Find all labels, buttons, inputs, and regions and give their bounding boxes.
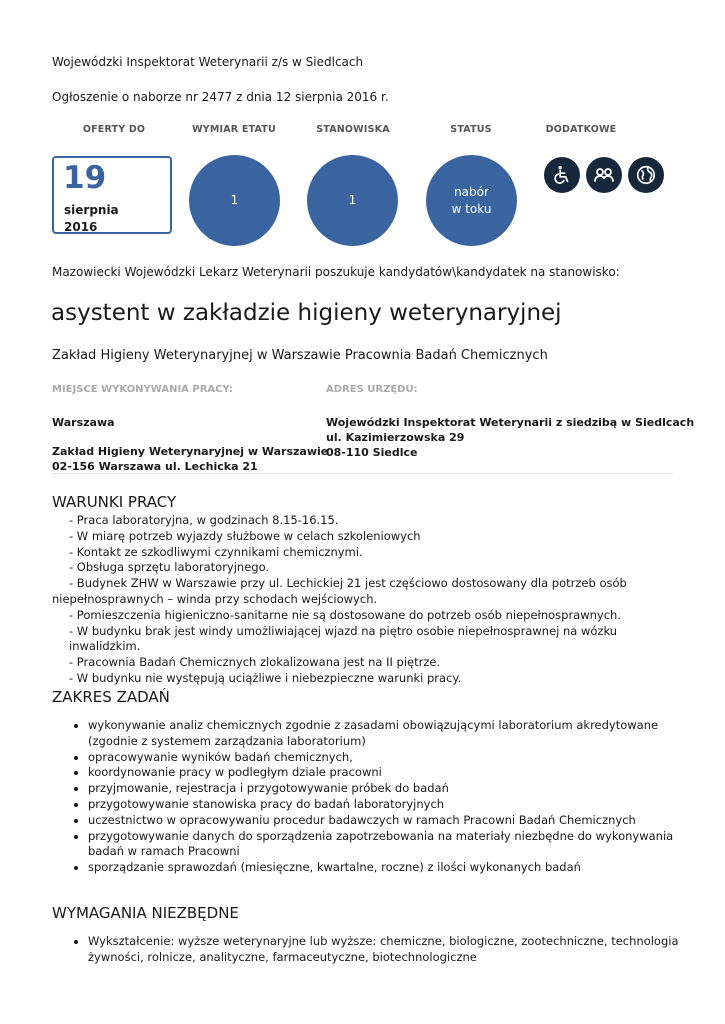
label-deadline: OFERTY DO bbox=[82, 124, 146, 135]
label-status: STATUS bbox=[450, 124, 492, 135]
deadline-day: 19 bbox=[63, 160, 107, 196]
duty-item: • opracowywanie wyników badań chemicznych, bbox=[88, 750, 684, 766]
condition-line: - W budynku nie występują uciążliwe i niebezpieczne warunki pracy. bbox=[69, 670, 462, 685]
position-title: asystent w zakładzie higieny weterynaryjnej bbox=[51, 300, 562, 326]
condition-line: - Kontakt ze szkodliwymi czynnikami chemicznymi. bbox=[69, 544, 363, 559]
condition-line: - Pracownia Badań Chemicznych zlokalizowana jest na II piętrze. bbox=[69, 655, 441, 670]
conditions-list bbox=[52, 513, 672, 687]
duty-item: • przygotowywanie stanowiska pracy do badań laboratoryjnych bbox=[88, 797, 684, 813]
workplace-label: MIEJSCE WYKONYWANIA PRACY: bbox=[52, 384, 233, 395]
condition-line: niepełnosprawnych – winda przy schodach wejściowych. bbox=[52, 591, 378, 606]
deadline-month: sierpnia bbox=[64, 203, 119, 217]
office-line3: 08-110 Siedlce bbox=[326, 446, 418, 459]
duties-heading: ZAKRES ZADAŃ bbox=[52, 688, 170, 706]
duty-item: • wykonywanie analiz chemicznych zgodnie z zasadami obowiązującymi laboratorium akredytowane (zgodnie z systemem zarządzania laboratorium) bbox=[88, 718, 684, 750]
condition-line: - Pomieszczenia higieniczno-sanitarne nie są dostosowane do potrzeb osób niepełnosprawnych. bbox=[69, 607, 621, 622]
workplace-line2: 02-156 Warszawa ul. Lechicka 21 bbox=[52, 460, 258, 473]
workplace-city: Warszawa bbox=[52, 416, 115, 429]
condition-line: - Obsługa sprzętu laboratoryjnego. bbox=[69, 560, 270, 575]
deadline-year: 2016 bbox=[64, 220, 98, 234]
wheelchair-icon bbox=[544, 157, 580, 193]
positions-value: 1 bbox=[348, 193, 357, 207]
duty-item: • sporządzanie sprawozdań (miesięczne, kwartalne, roczne) z ilości wykonanych badań bbox=[88, 860, 684, 876]
status-line1: nabór bbox=[454, 184, 489, 199]
office-line2: ul. Kazimierzowska 29 bbox=[326, 431, 465, 444]
divider bbox=[52, 473, 673, 474]
conditions-heading: WARUNKI PRACY bbox=[52, 493, 177, 511]
condition-line: - Praca laboratoryjna, w godzinach 8.15-16.15. bbox=[69, 513, 339, 527]
condition-line: - W budynku brak jest windy umożliwiającej wjazd na piętro osobie niepełnosprawnej na wózku inwalidzkim. bbox=[69, 623, 618, 654]
positions-circle bbox=[307, 155, 398, 246]
requirement-item: • Wykształcenie: wyższe weterynaryjne lub wyższe: chemiczne, biologiczne, zootechniczne, technologia żywności, rolnicze, analityczne, farmaceutyczne, biotechnologiczne bbox=[88, 934, 684, 966]
status-line2: w toku bbox=[451, 201, 492, 216]
duty-item: • koordynowanie pracy w podległym dziale pracowni bbox=[88, 765, 684, 781]
deadline-month-year bbox=[64, 202, 119, 236]
deadline-box bbox=[52, 156, 172, 234]
status-circle bbox=[426, 155, 517, 246]
condition-line: - Budynek ZHW w Warszawie przy ul. Lechickiej 21 jest częściowo dostosowany dla potrzeb osób bbox=[69, 576, 627, 591]
condition-line: - W miarę potrzeb wyjazdy służbowe w celach szkoleniowych bbox=[69, 528, 421, 543]
workplace-address bbox=[52, 444, 328, 474]
workplace-line1: Zakład Higieny Weterynaryjnej w Warszawie bbox=[52, 445, 329, 458]
duties-list bbox=[52, 718, 684, 876]
etat-circle bbox=[189, 155, 280, 246]
intro-text: Mazowiecki Wojewódzki Lekarz Weterynarii poszukuje kandydatów\kandydatek na stanowisko: bbox=[52, 265, 620, 279]
announcement-number: Ogłoszenie o naborze nr 2477 z dnia 12 sierpnia 2016 r. bbox=[52, 90, 389, 104]
requirements-list bbox=[52, 934, 684, 966]
label-etat: WYMIAR ETATU bbox=[192, 124, 276, 135]
etat-value: 1 bbox=[230, 193, 239, 207]
label-extra: DODATKOWE bbox=[545, 124, 617, 135]
duty-item: • przyjmowanie, rejestracja i przygotowywanie próbek do badań bbox=[88, 781, 684, 797]
organization-name: Wojewódzki Inspektorat Weterynarii z/s w Siedlcach bbox=[52, 55, 364, 69]
globe-icon bbox=[628, 157, 664, 193]
people-icon bbox=[586, 157, 622, 193]
office-line1: Wojewódzki Inspektorat Weterynarii z siedzibą w Siedlcach bbox=[326, 416, 695, 429]
duty-item: • uczestnictwo w opracowywaniu procedur badawczych w ramach Pracowni Badań Chemicznych bbox=[88, 813, 684, 829]
label-positions: STANOWISKA bbox=[316, 124, 390, 135]
requirements-heading: WYMAGANIA NIEZBĘDNE bbox=[52, 904, 239, 922]
office-address bbox=[326, 415, 694, 460]
duty-item: • przygotowywanie danych do sporządzenia zapotrzebowania na materiały niezbędne do wykonywania badań w ramach Pracowni bbox=[88, 829, 684, 861]
office-label: ADRES URZĘDU: bbox=[326, 384, 418, 395]
unit-name: Zakład Higieny Weterynaryjnej w Warszawie Pracownia Badań Chemicznych bbox=[52, 348, 548, 363]
